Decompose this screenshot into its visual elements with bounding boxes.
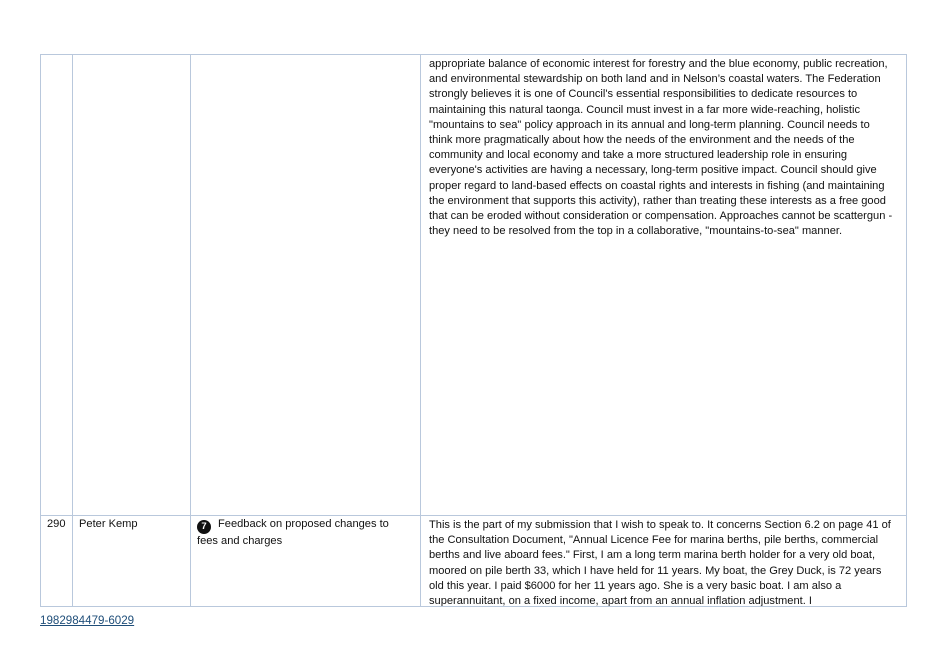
submission-id-cell [41,55,73,516]
table-row [41,55,907,516]
submitter-name [73,55,190,56]
document-reference-link[interactable]: 1982984479-6029 [40,614,135,627]
topic-label [191,55,420,56]
submission-id [41,55,72,56]
submission-id-cell [41,516,73,607]
topic-cell [191,516,421,607]
submission-text: appropriate balance of economic interest for forestry and the blue economy, public recreation, and environmental stewardship on both land and in Nelson’s coastal waters. The Federation strongly believes it is one of Council's essential responsibilities to dedicate resources to maintaining this natural taonga. Council must invest in a far more wide-reaching, holistic "mountains to sea" policy approach in its annual and long-term planning. Council needs to think more pragmatically about how the needs of the environment and the needs of the community and local economy and take a more structured leadership role in ensuring everyone's activities are having a necessary, long-term positive impact. Council should give proper regard to land-based effects on coastal rights and interests in fishing (and maintaining the environment that supports this activity), rather than treating these interests as a free good that can be eroded without consideration or compensation. Approaches cannot be scattergun - they need to be resolved from the top in a collaborative, "mountains-to-sea" manner. [429,58,893,238]
submission-id: 290 [47,518,66,530]
topic-label: Feedback on proposed changes to fees and charges [197,518,389,547]
submissions-table-container [40,54,906,607]
submitter-name-cell [73,516,191,607]
submitter-name-cell [73,55,191,516]
submitter-name: Peter Kemp [79,518,138,530]
submission-text-cell [421,55,907,516]
submission-text: This is the part of my submission that I wish to speak to. It concerns Section 6.2 on page 41 of the Consultation Document, "Annual Licence Fee for marina berths, pile berths, commercial berths and live aboard fees." First, I am a long term marina berth holder for a very old boat, moored on pile berth 33, which I have held for 11 years. My boat, the Grey Duck, is 72 years old this year. I paid $6000 for her 11 years ago. She is a very basic boat. I am also a superannuitant, on a fixed income, apart from an annual inflation adjustment. I [429,519,891,606]
topic-number-badge-icon: 7 [197,520,211,534]
submission-text-cell [421,516,907,607]
topic-cell [191,55,421,516]
table-row [41,516,907,607]
submissions-table [40,54,907,607]
